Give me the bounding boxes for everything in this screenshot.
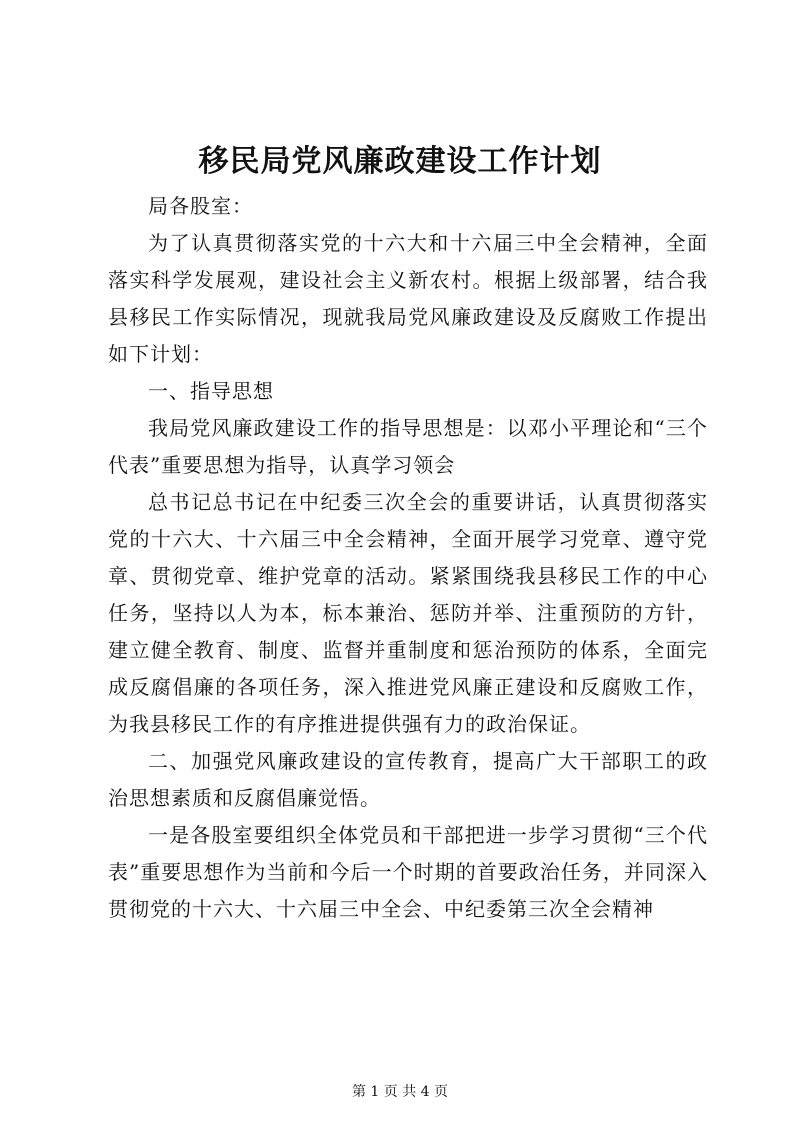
page-footer: 第 1 页 共 4 页 xyxy=(351,1084,449,1100)
salutation: 局各股室： xyxy=(148,194,253,218)
document-body xyxy=(108,188,708,928)
paragraph-item-1: 一是各股室要组织全体党员和干部把进一步学习贯彻“三个代表”重要思想作为当前和今后一个时期的首要政治任务，并同深入贯彻党的十六大、十六届三中全会、中纪委第三次全会精神 xyxy=(108,823,708,921)
document-title: 移民局党风廉政建设工作计划 xyxy=(198,144,602,179)
paragraph-speech: 总书记总书记在中纪委三次全会的重要讲话，认真贯彻落实党的十六大、十六届三中全会精神，全面开展学习党章、遵守党章、贯彻党章、维护党章的活动。紧紧围绕我县移民工作的中心任务，坚持以人为本，标本兼治、惩防并举、注重预防的方针，建立健全教育、制度、监督并重制度和惩治预防的体系，全面完成反腐倡廉的各项任务，深入推进党风廉正建设和反腐败工作，为我县移民工作的有序推进提供强有力的政治保证。 xyxy=(108,490,708,736)
paragraph-intro: 为了认真贯彻落实党的十六大和十六届三中全会精神，全面落实科学发展观，建设社会主义新农村。根据上级部署，结合我县移民工作实际情况，现就我局党风廉政建设及反腐败工作提出如下计划： xyxy=(108,231,708,366)
section-heading-1: 一、指导思想 xyxy=(148,379,274,403)
paragraph-guiding-thought: 我局党风廉政建设工作的指导思想是：以邓小平理论和“三个代表”重要思想为指导，认真学习领会 xyxy=(108,416,708,477)
section-heading-2: 二、加强党风廉政建设的宣传教育，提高广大干部职工的政治思想素质和反腐倡廉觉悟。 xyxy=(108,749,708,810)
